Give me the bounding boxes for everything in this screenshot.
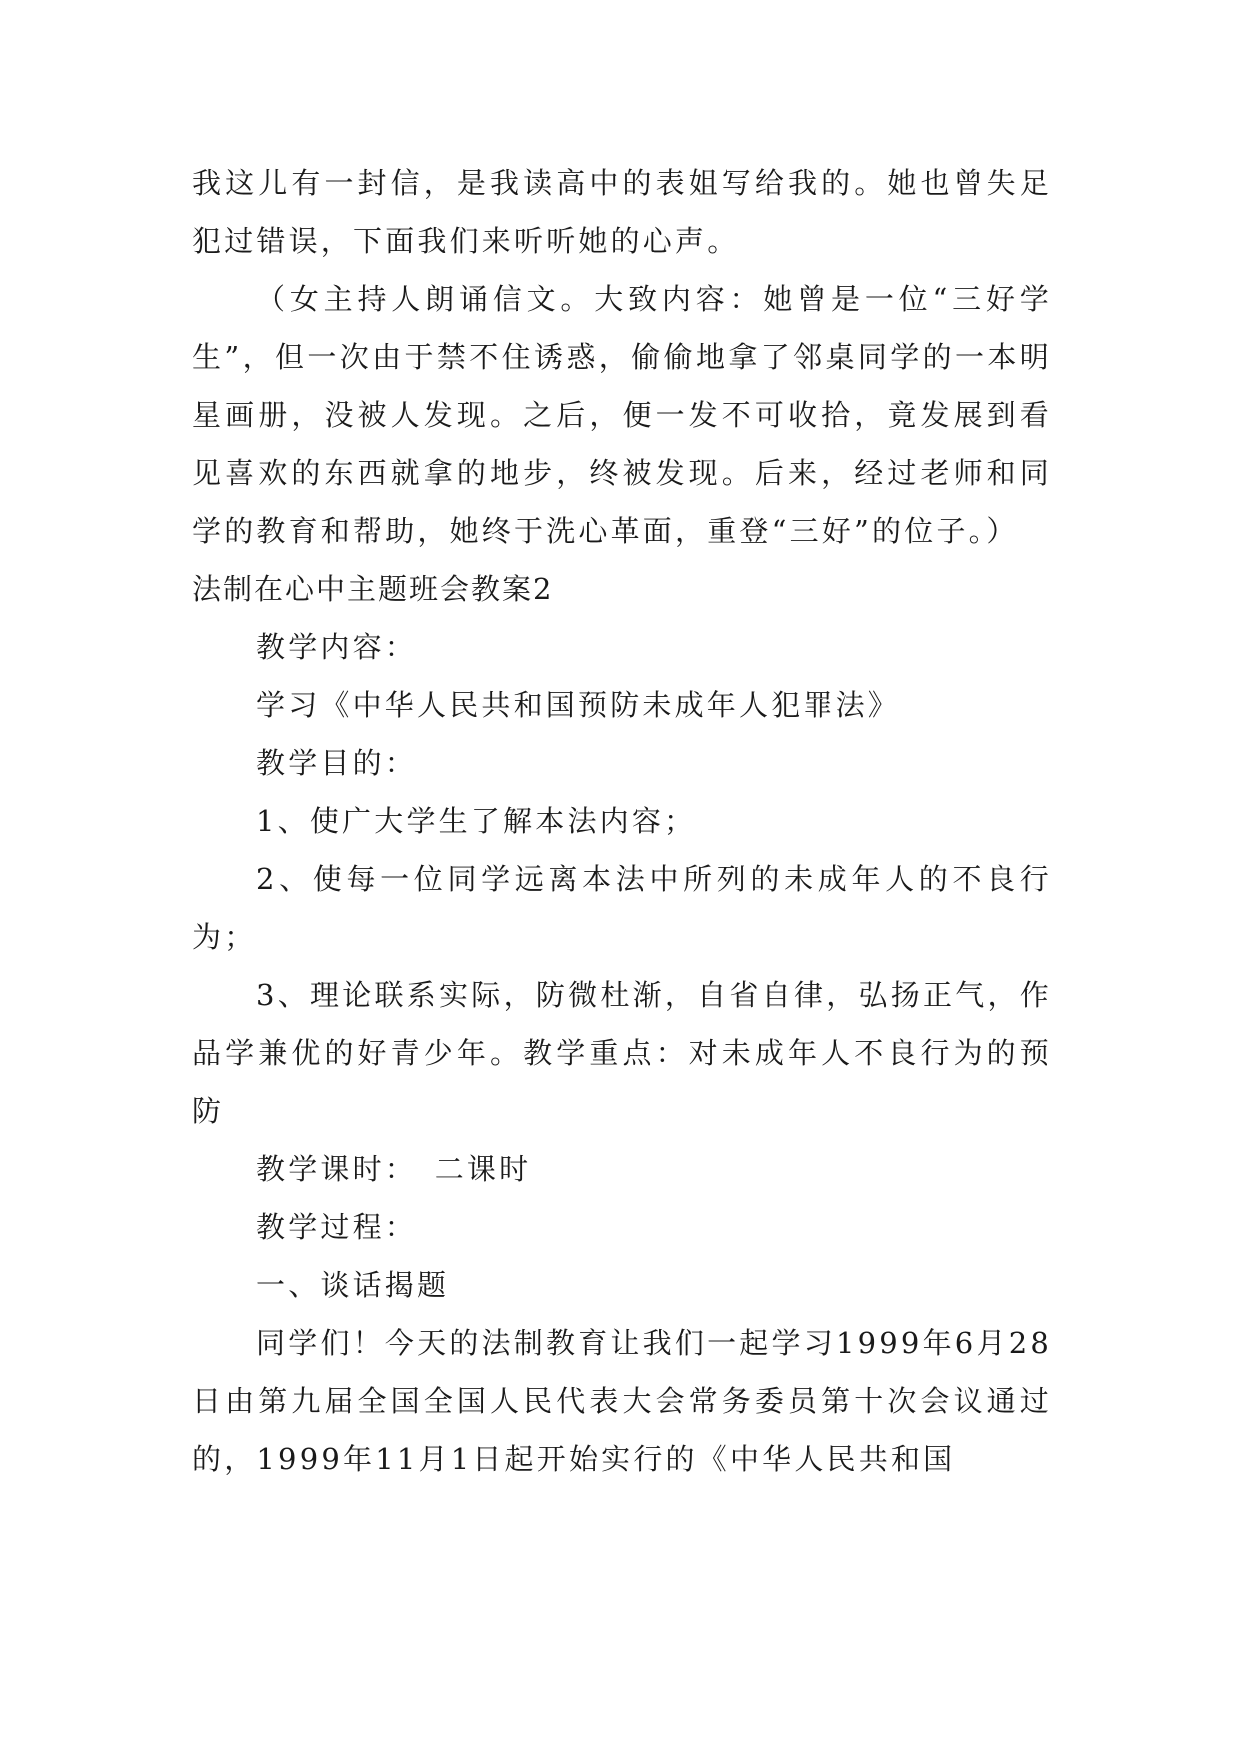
paragraph-intro-talk: 同学们！今天的法制教育让我们一起学习1999年6月28日由第九届全国全国人民代表大会常务委员第十次会议通过的，1999年11月1日起开始实行的《中华人民共和国 bbox=[192, 1326, 1052, 1476]
paragraph-letter-content: （女主持人朗诵信文。大致内容：她曾是一位“三好学生”，但一次由于禁不住诱惑，偷偷地拿了邻桌同学的一本明星画册，没被人发现。之后，便一发不可收拾，竟发展到看见喜欢的东西就拿的地步，终被发现。后来，经过老师和同学的教育和帮助，她终于洗心革面，重登“三好”的位子。） bbox=[192, 282, 1052, 548]
paragraph-goal-2: 2、使每一位同学远离本法中所列的未成年人的不良行为； bbox=[192, 862, 1052, 954]
paragraph-teaching-goal-label: 教学目的： bbox=[256, 746, 418, 780]
paragraph-teaching-content: 学习《中华人民共和国预防未成年人犯罪法》 bbox=[256, 688, 901, 722]
paragraph-teaching-content-label: 教学内容： bbox=[256, 630, 418, 664]
paragraph-process-label: 教学过程： bbox=[256, 1210, 418, 1244]
document-body bbox=[192, 154, 1052, 1488]
paragraph-goal-3: 3、理论联系实际，防微杜渐，自省自律，弘扬正气，作品学兼优的好青少年。教学重点：对未成年人不良行为的预防 bbox=[192, 978, 1052, 1128]
paragraph-step-1: 一、谈话揭题 bbox=[256, 1268, 450, 1302]
section-heading: 法制在心中主题班会教案2 bbox=[192, 572, 554, 606]
paragraph-class-hours: 教学课时： 二课时 bbox=[256, 1152, 532, 1186]
paragraph-letter-intro: 我这儿有一封信，是我读高中的表姐写给我的。她也曾失足犯过错误，下面我们来听听她的心声。 bbox=[192, 166, 1052, 258]
paragraph-goal-1: 1、使广大学生了解本法内容； bbox=[256, 804, 697, 838]
